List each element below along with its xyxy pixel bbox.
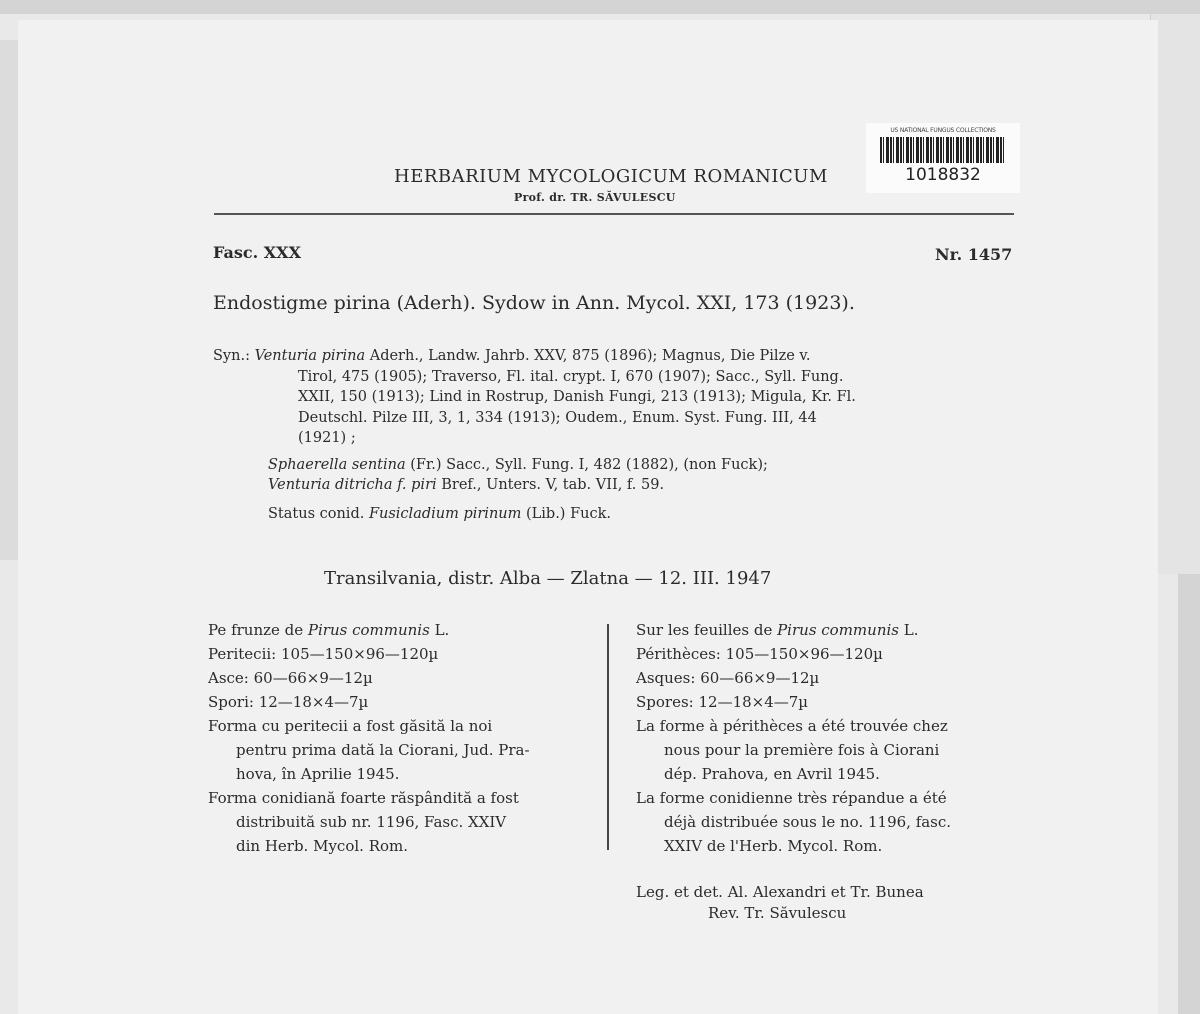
synonym-venturia-name: Venturia pirina (254, 348, 366, 364)
specimen-number: Nr. 1457 (935, 245, 1013, 264)
barcode-institution: US NATIONAL FUNGUS COLLECTIONS (890, 127, 996, 134)
ro-note1-line2: pentru prima dată la Ciorani, Jud. Pra- (236, 741, 530, 759)
fr-note2-line2: déjà distribuée sous le no. 1196, fasc. (664, 813, 952, 831)
header-divider (214, 213, 1014, 215)
synonym-venturia-ref: Aderh., Landw. Jahrb. XXV, 875 (1896); Magnus, Die Pilze v. (365, 348, 811, 364)
synonym-line-status (213, 504, 1023, 525)
fr-asci: Asques: 60—66×9—12µ (636, 669, 820, 687)
fr-note1-line3: dép. Prahova, en Avril 1945. (664, 765, 880, 783)
column-divider (607, 624, 609, 850)
ro-note1-line3: hova, în Aprilie 1945. (236, 765, 400, 783)
fr-spores: Spores: 12—18×4—7µ (636, 693, 809, 711)
status-name: Fusicladium pirinum (368, 505, 522, 522)
status-ref: (Lib.) Fuck. (521, 505, 611, 522)
synonym-line-1 (213, 346, 1023, 367)
french-column (636, 618, 1036, 858)
synonym-line-2: Tirol, 475 (1905); Traverso, Fl. ital. crypt. I, 670 (1907); Sacc., Syll. Fung. (298, 368, 844, 385)
fr-host (636, 618, 1036, 642)
ro-note2-line3: din Herb. Mycol. Rom. (236, 837, 409, 855)
fr-host-suffix: L. (898, 621, 919, 639)
synonym-line-4: Deutschl. Pilze III, 3, 1, 334 (1913); Oudem., Enum. Syst. Fung. III, 44 (298, 409, 817, 426)
synonym-line-sphaerella (213, 455, 1023, 476)
ro-spores: Spori: 12—18×4—7µ (208, 693, 369, 711)
synonym-sphaerella-name: Sphaerella sentina (268, 456, 406, 473)
herbarium-title: HERBARIUM MYCOLOGICUM ROMANICUM (394, 166, 828, 187)
ro-note1-line1: Forma cu peritecii a fost găsită la noi (208, 717, 493, 735)
ro-note2-line1: Forma conidiană foarte răspândită a fost (208, 789, 519, 807)
synonyms-label: Syn.: (213, 348, 250, 364)
herbarium-professor: Prof. dr. TR. SĂVULESCU (514, 191, 676, 204)
ro-perithecia: Peritecii: 105—150×96—120µ (208, 645, 439, 663)
fr-host-name: Pirus communis (777, 621, 899, 639)
ro-asci: Asce: 60—66×9—12µ (208, 669, 373, 687)
synonym-line-ditricha (213, 475, 1023, 496)
synonym-line-3: XXII, 150 (1913); Lind in Rostrup, Danish Fungi, 213 (1913); Migula, Kr. Fl. (298, 389, 856, 405)
fr-note1-line2: nous pour la première fois à Ciorani (664, 741, 940, 759)
species-name: Endostigme pirina (Aderh). Sydow in Ann. Mycol. XXI, 173 (1923). (213, 292, 855, 314)
synonyms-block (213, 346, 1023, 524)
fr-note2-line3: XXIV de l'Herb. Mycol. Rom. (664, 837, 883, 855)
synonym-ditricha-ref: Bref., Unters. V, tab. VII, f. 59. (436, 477, 665, 493)
synonym-ditricha-name: Venturia ditricha f. piri (268, 477, 437, 493)
reviser-line: Rev. Tr. Săvulescu (708, 904, 847, 922)
fr-host-prefix: Sur les feuilles de (636, 621, 778, 639)
fr-note1-line1: La forme à périthèces a été trouvée chez (636, 717, 948, 735)
synonym-sphaerella-ref: (Fr.) Sacc., Syll. Fung. I, 482 (1882), (non Fuck); (405, 456, 768, 473)
ro-host (208, 618, 608, 642)
synonym-line-5: (1921) ; (298, 430, 356, 446)
ro-host-prefix: Pe frunze de (208, 621, 308, 639)
collectors-line: Leg. et det. Al. Alexandri et Tr. Bunea (636, 883, 924, 901)
ro-host-name: Pirus communis (307, 621, 430, 639)
fr-perithecia: Périthèces: 105—150×96—120µ (636, 645, 883, 663)
status-prefix: Status conid. (268, 505, 369, 522)
barcode-icon (880, 137, 1006, 163)
fascicle-number: Fasc. XXX (213, 243, 301, 262)
locality: Transilvania, distr. Alba — Zlatna — 12. III. 1947 (324, 568, 772, 589)
romanian-column (208, 618, 608, 858)
ro-note2-line2: distribuită sub nr. 1196, Fasc. XXIV (236, 813, 507, 831)
ro-host-suffix: L. (429, 621, 450, 639)
barcode-number: 1018832 (905, 165, 981, 185)
barcode-label (866, 123, 1020, 193)
fr-note2-line1: La forme conidienne très répandue a été (636, 789, 947, 807)
